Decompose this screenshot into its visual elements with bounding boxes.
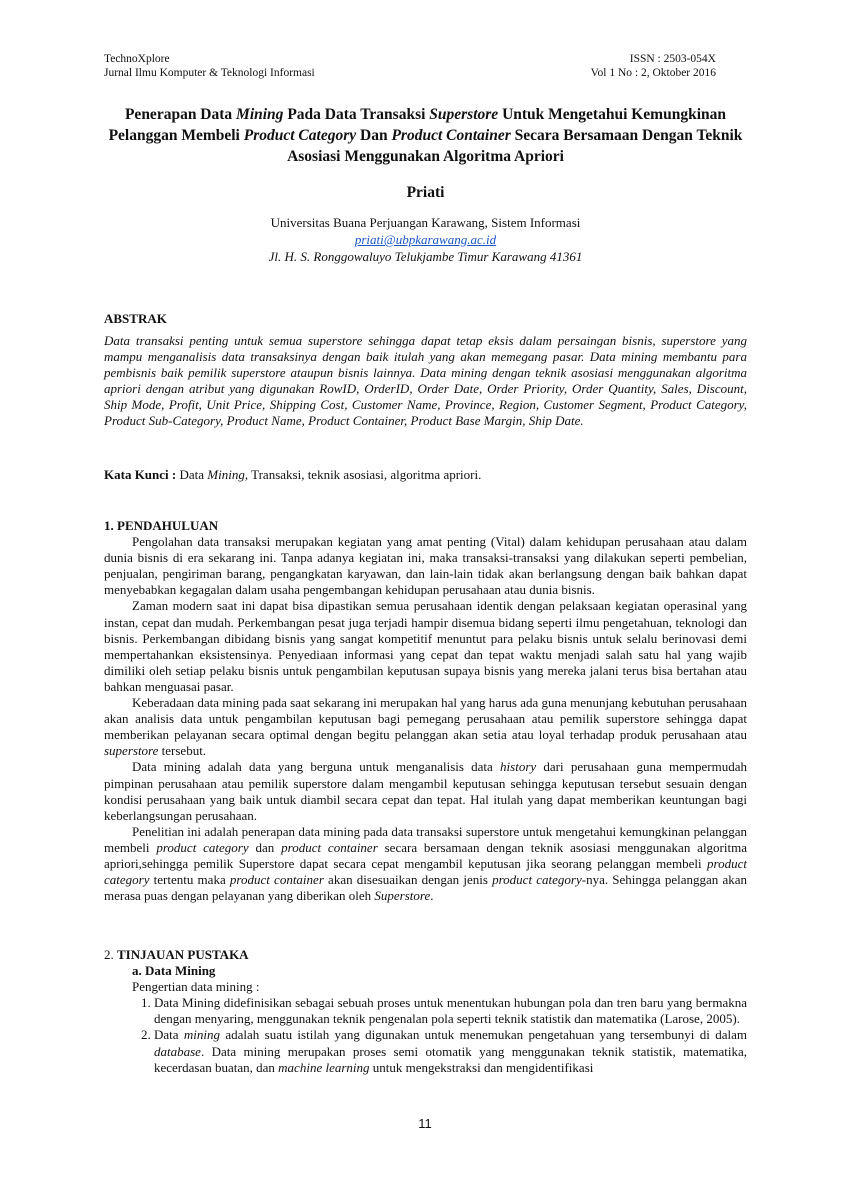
journal-name: TechnoXplore <box>104 53 170 65</box>
paragraph: Keberadaan data mining pada saat sekarang ini merupakan hal yang harus ada guna menunjang kebutuhan perusahaan akan analisis data untuk pengambilan keputusan bagi pemegang perusahaan atau pemilik superstore sehingga dapat memberikan pelayanan secara optimal dengan begitu pelanggan akan setia atau loyal terhadap produk perusahaan atau superstore tersebut. <box>104 695 747 759</box>
author-name: Priati <box>406 184 445 201</box>
subsection-title: a. Data Mining <box>132 963 216 979</box>
abstract-heading: ABSTRAK <box>104 311 167 326</box>
issn: ISSN : 2503-054X <box>629 53 716 65</box>
institution: Universitas Buana Perjuangan Karawang, Sistem Informasi <box>270 215 581 230</box>
list-item: 2. Data mining adalah suatu istilah yang digunakan untuk menemukan pengetahuan yang tersembunyi di dalam database. Data mining merupakan proses semi otomatik yang menggunakan teknik statistik, matematika, kecerdasan buatan, dan machine learning untuk mengekstraksi dan mengidentifikasi <box>154 1027 747 1075</box>
journal-subtitle: Jurnal Ilmu Komputer & Teknologi Informasi <box>104 67 315 79</box>
affiliation <box>104 214 747 265</box>
email-link[interactable]: priati@ubpkarawang.ac.id <box>354 232 497 247</box>
definition-list <box>104 995 747 1075</box>
page-number: 11 <box>418 1116 432 1131</box>
running-header <box>104 52 716 80</box>
paragraph: Pengolahan data transaksi merupakan kegiatan yang amat penting (Vital) dalam kehidupan perusahaan atau dalam dunia bisnis di era sekarang ini. Tanpa adanya kegiatan ini, maka transaksi-transaksi yang dilakukan seperti pembelian, penjualan, pengiriman barang, pengangkatan karyawan, dan lain-lain tidak akan berlangsung dengan baik bahkan dapat menyebabkan kegagalan dalam usaha pengembangan kehidupan perusahaan atau dunia bisnis. <box>104 534 747 598</box>
section-literature-review <box>104 947 747 1076</box>
section-title: 1. PENDAHULUAN <box>104 518 219 533</box>
keywords: Kata Kunci : Data Mining, Transaksi, teknik asosiasi, algoritma apriori. <box>104 467 482 482</box>
definition-intro: Pengertian data mining : <box>132 979 260 995</box>
address: Jl. H. S. Ronggowaluyo Telukjambe Timur Karawang 41361 <box>268 249 583 264</box>
section-introduction <box>104 518 747 904</box>
volume-info: Vol 1 No : 2, Oktober 2016 <box>590 67 716 79</box>
paragraph: Penelitian ini adalah penerapan data mining pada data transaksi superstore untuk mengetahui kemungkinan pelanggan membeli product category dan product container secara bersamaan dengan teknik asosiasi menggunakan algoritma apriori,sehingga pemilik Superstore dapat secara cepat mengambil keputusan jika seorang pelanggan membeli product category tertentu maka product container akan disesuaikan dengan jenis product category-nya. Sehingga pelanggan akan merasa puas dengan pelayanan yang diberikan oleh Superstore. <box>104 823 747 904</box>
abstract-body: Data transaksi penting untuk semua superstore sehingga dapat tetap eksis dalam persaingan bisnis, superstore yang mampu menganalisis data transaksinya dengan baik itulah yang akan memegang pasar. Data mining membantu para pembisnis baik pemilik superstore ataupun bisnis lainnya. Data mining dengan teknik asosiasi menggunakan algoritma apriori dengan atribut yang digunakan RowID, OrderID, Order Date, Order Priority, Order Quantity, Sales, Discount, Ship Mode, Profit, Unit Price, Shipping Cost, Customer Name, Province, Region, Customer Segment, Product Category, Product Sub-Category, Product Name, Product Container, Product Base Margin, Ship Date. <box>104 333 747 429</box>
paper-title: Penerapan Data Mining Pada Data Transaksi Superstore Untuk Mengetahui Kemungkinan Pelanggan Membeli Product Category Dan Product Container Secara Bersamaan Dengan Teknik Asosiasi Menggunakan Algoritma Apriori <box>108 106 743 165</box>
paragraph: Zaman modern saat ini dapat bisa dipastikan semua perusahaan identik dengan pelaksaan kegiatan operasinal yang instan, cepat dan mudah. Perkembangan pesat juga terjadi hampir disemua bidang seperti ilmu pengetahuan, teknologi dan bisnis. Perkembangan dibidang bisnis yang sangat kompetitif menuntut para pelaku bisnis untuk selalu berinovasi demi mempertahankan eksistensinya. Penyediaan informasi yang cepat dan tepat waktu menjadi salah satu hal yang wajib dimiliki oleh setiap pelaku bisnis untuk pengambilan keputusan supaya bisnis yang mereka jalani terus bisa bertahan atau bahkan menguasai pasar. <box>104 598 747 694</box>
list-item: 1. Data Mining didefinisikan sebagai sebuah proses untuk menentukan hubungan pola dan tren baru yang bermakna dengan menyaring, menggunakan teknik pengenalan pola seperti teknik statistik dan matematika (Larose, 2005). <box>154 995 747 1027</box>
section-title: 2. TINJAUAN PUSTAKA <box>104 947 249 962</box>
paragraph: Data mining adalah data yang berguna untuk menganalisis data history dari perusahaan guna mempermudah pimpinan perusahaan atau pemilik superstore dalam mengambil keputusan sehingga keputusan tersebut sesuain dengan kondisi perusahaan yang baik untuk diambil secara cepat dan tepat. Hal itulah yang dapat memberikan keuntungan bagi keberlangsungan perusahaan. <box>104 759 747 823</box>
